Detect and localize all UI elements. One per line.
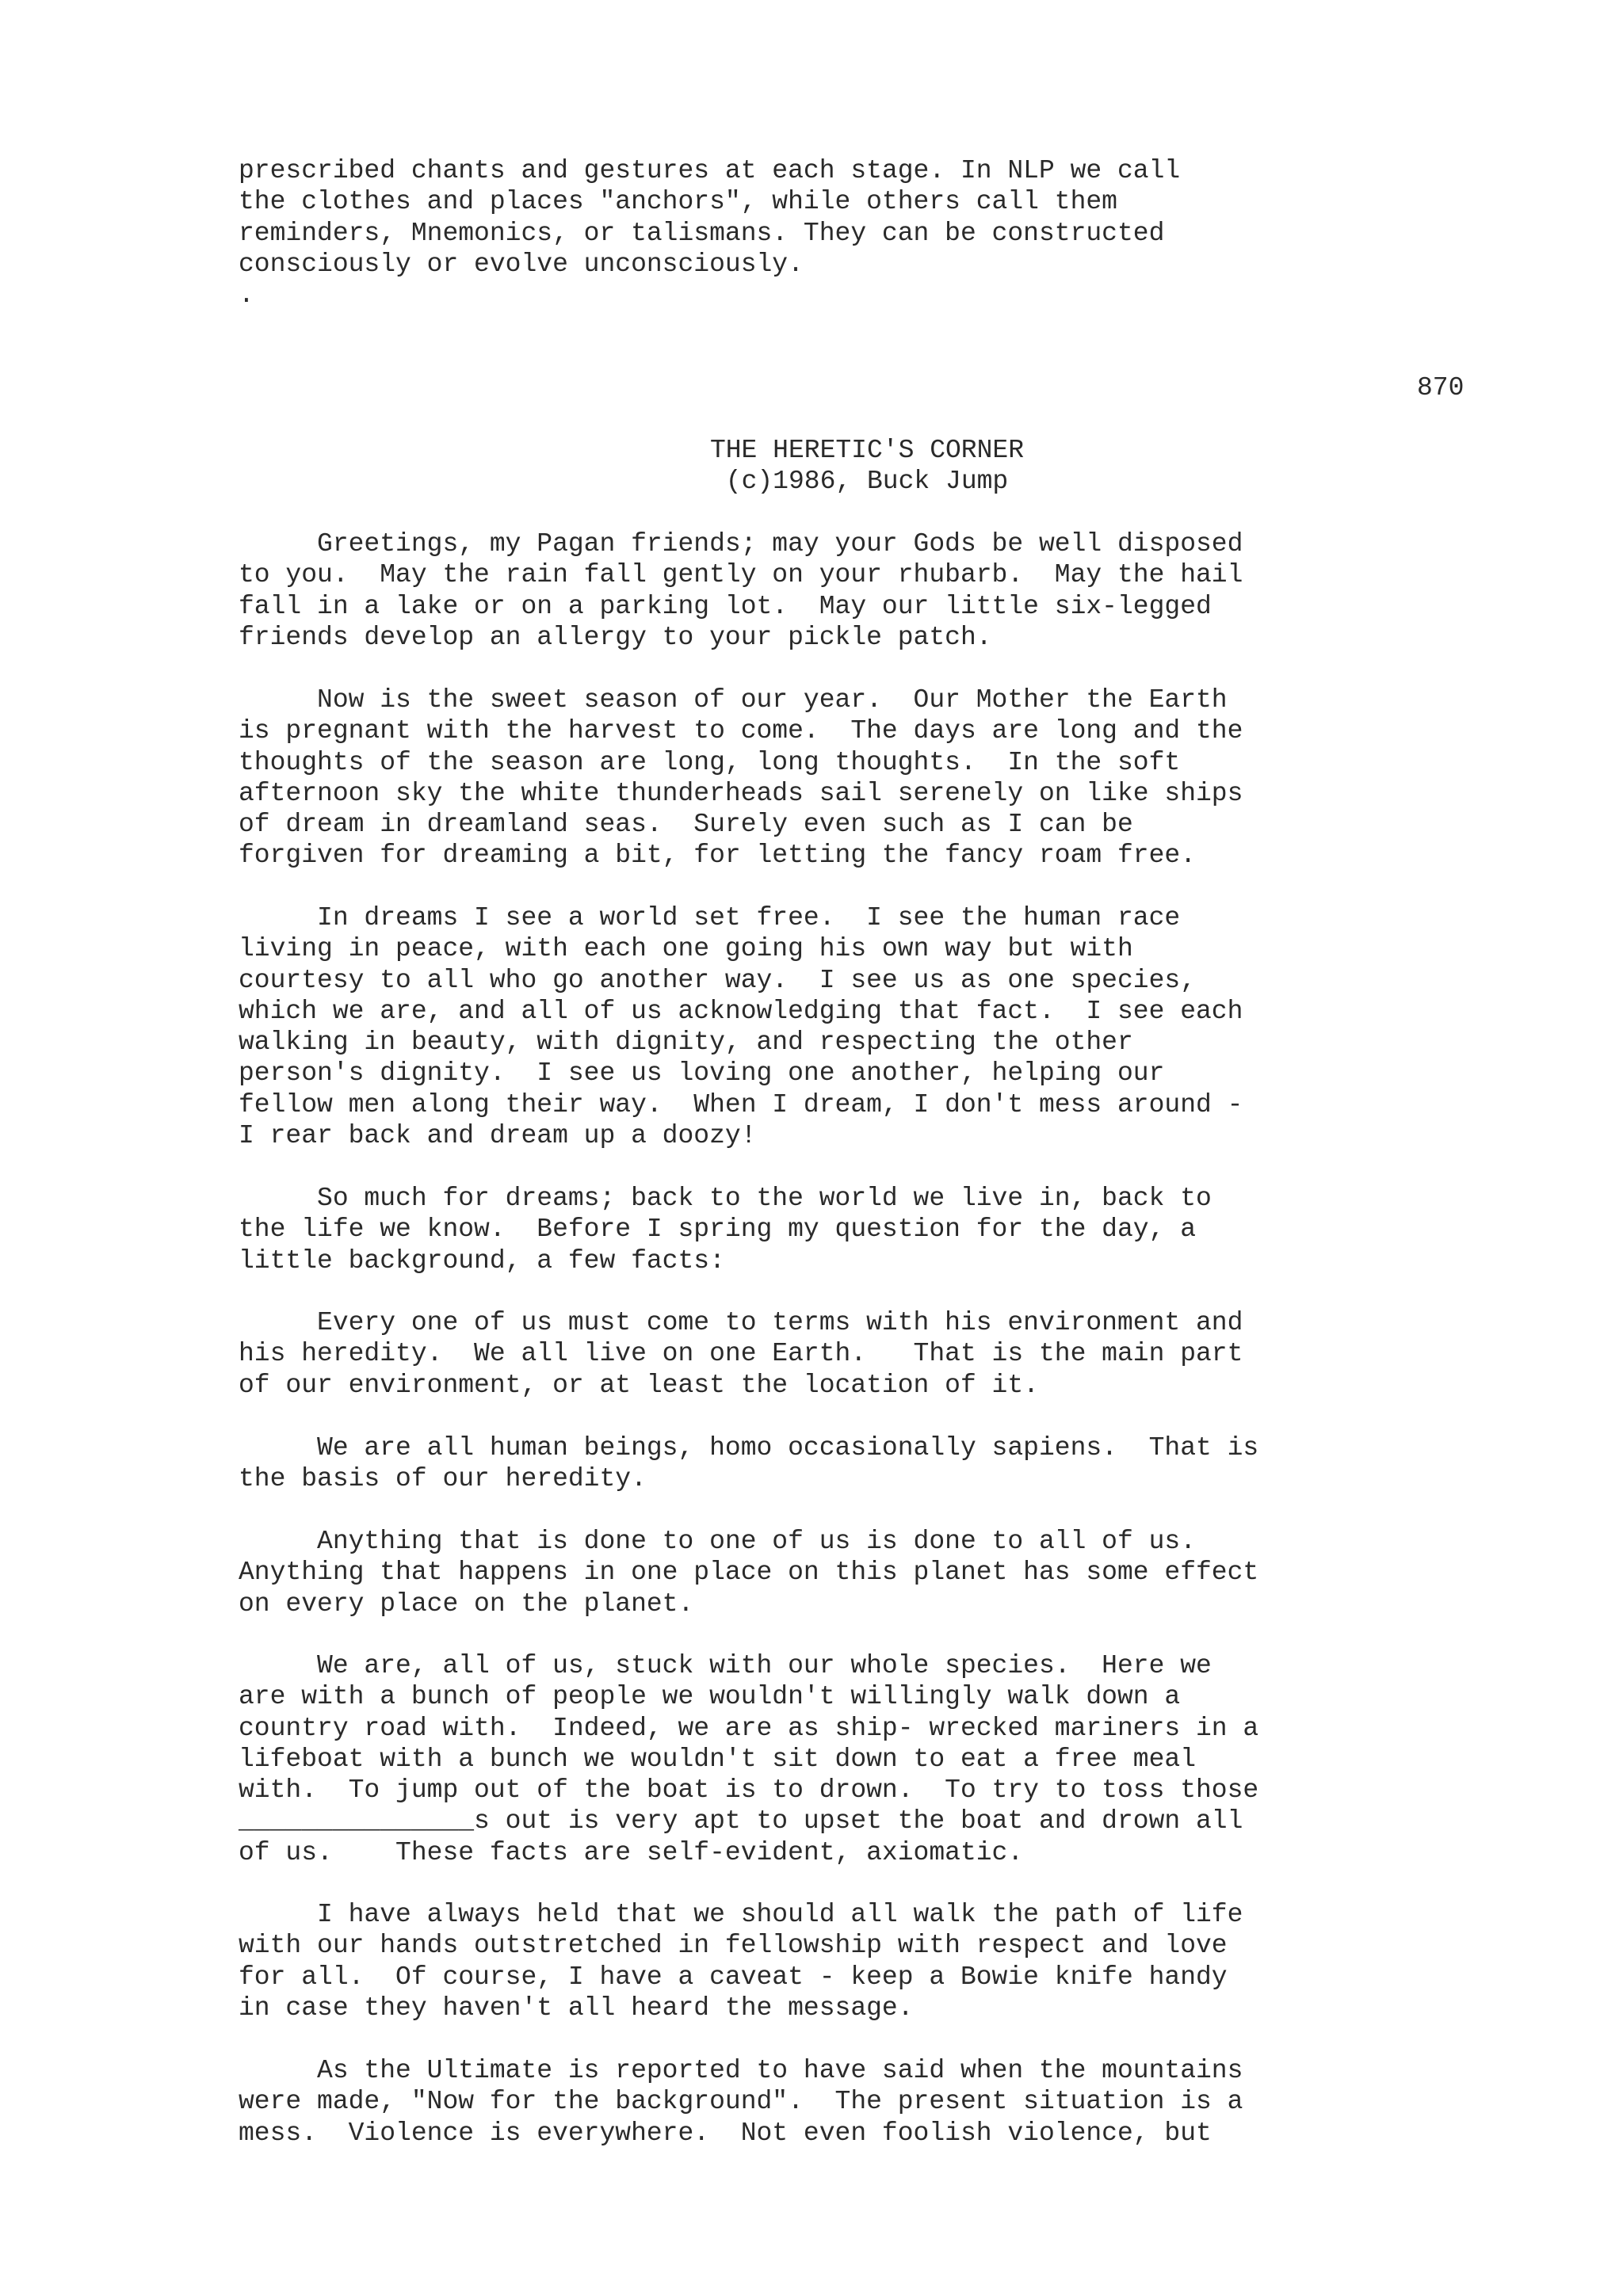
text-line: which we are, and all of us acknowledging that fact. I see each <box>239 996 1243 1026</box>
text-line: mess. Violence is everywhere. Not even foolish violence, but <box>239 2118 1212 2148</box>
text-line: his heredity. We all live on one Earth. That is the main part <box>239 1339 1243 1369</box>
text-line: So much for dreams; back to the world we live in, back to <box>239 1184 1212 1213</box>
text-line: are with a bunch of people we wouldn't willingly walk down a <box>239 1682 1181 1712</box>
text-line: for all. Of course, I have a caveat - keep a Bowie knife handy <box>239 1962 1228 1992</box>
paragraph-1 <box>239 528 1243 653</box>
text-line: country road with. Indeed, we are as ship- wrecked mariners in a <box>239 1713 1259 1743</box>
text-line: Now is the sweet season of our year. Our Mother the Earth <box>239 685 1228 715</box>
text-line: We are, all of us, stuck with our whole species. Here we <box>239 1651 1212 1680</box>
text-line: . <box>239 280 254 311</box>
paragraph-8 <box>239 1650 1258 1868</box>
text-line: courtesy to all who go another way. I see us as one species, <box>239 965 1196 995</box>
paragraph-10 <box>239 2055 1243 2149</box>
paragraph-2 <box>239 685 1243 871</box>
text-line: the clothes and places "anchors", while others call them <box>239 187 1117 217</box>
text-line: with. To jump out of the boat is to drown. To try to toss those <box>239 1775 1259 1806</box>
text-line: Every one of us must come to terms with his environment and <box>239 1308 1243 1337</box>
paragraph-3 <box>239 902 1243 1151</box>
text-line: the basis of our heredity. <box>239 1464 647 1494</box>
text-line: friends develop an allergy to your pickle patch. <box>239 622 992 652</box>
text-line: fall in a lake or on a parking lot. May our little six-legged <box>239 591 1212 621</box>
paragraph-5 <box>239 1307 1243 1401</box>
text-line: person's dignity. I see us loving one another, helping our <box>239 1058 1165 1089</box>
page-number: 870 <box>1417 373 1465 402</box>
text-line: of us. These facts are self-evident, axiomatic. <box>239 1837 1024 1867</box>
text-line: of dream in dreamland seas. Surely even such as I can be <box>239 810 1133 840</box>
text-line: little background, a few facts: <box>239 1245 725 1276</box>
text-line: Anything that is done to one of us is done to all of us. <box>239 1527 1196 1556</box>
text-line: reminders, Mnemonics, or talismans. They can be constructed <box>239 218 1165 248</box>
article-byline: (c)1986, Buck Jump <box>725 467 1009 496</box>
article-title: THE HERETIC'S CORNER <box>709 436 1025 465</box>
previous-article-fragment <box>239 155 1180 311</box>
text-line: forgiven for dreaming a bit, for letting the fancy roam free. <box>239 841 1196 871</box>
text-line: lifeboat with a bunch we wouldn't sit down to eat a free meal <box>239 1744 1196 1774</box>
text-line: thoughts of the season are long, long thoughts. In the soft <box>239 747 1181 777</box>
text-line: the life we know. Before I spring my question for the day, a <box>239 1215 1196 1245</box>
text-line: fellow men along their way. When I dream, I don't mess around - <box>239 1089 1243 1119</box>
text-line: Greetings, my Pagan friends; may your Gods be well disposed <box>239 529 1243 559</box>
text-line: on every place on the planet. <box>239 1589 694 1619</box>
text-line: with our hands outstretched in fellowship with respect and love <box>239 1931 1228 1961</box>
text-line: in case they haven't all heard the message. <box>239 1993 914 2023</box>
paragraph-9 <box>239 1899 1243 2023</box>
paragraph-4 <box>239 1183 1212 1276</box>
text-line: is pregnant with the harvest to come. The days are long and the <box>239 716 1243 746</box>
text-line: _______________s out is very apt to upset the boat and drown all <box>239 1806 1243 1836</box>
text-line: In dreams I see a world set free. I see the human race <box>239 903 1181 933</box>
text-line: As the Ultimate is reported to have said when the mountains <box>239 2056 1243 2085</box>
text-line: afternoon sky the white thunderheads sail serenely on like ships <box>239 778 1243 808</box>
text-line: walking in beauty, with dignity, and respecting the other <box>239 1028 1133 1058</box>
paragraph-7 <box>239 1526 1258 1619</box>
text-line: Anything that happens in one place on this planet has some effect <box>239 1558 1259 1588</box>
text-line: I have always held that we should all walk the path of life <box>239 1900 1243 1929</box>
text-line: were made, "Now for the background". The present situation is a <box>239 2087 1243 2117</box>
text-line: We are all human beings, homo occasionally sapiens. That is <box>239 1433 1259 1463</box>
text-line: I rear back and dream up a doozy! <box>239 1121 757 1151</box>
text-line: of our environment, or at least the location of it. <box>239 1370 1039 1400</box>
text-line: to you. May the rain fall gently on your rhubarb. May the hail <box>239 560 1243 590</box>
text-line: consciously or evolve unconsciously. <box>239 249 804 279</box>
text-line: prescribed chants and gestures at each stage. In NLP we call <box>239 156 1181 185</box>
text-line: living in peace, with each one going his own way but with <box>239 934 1133 964</box>
paragraph-6 <box>239 1432 1258 1495</box>
